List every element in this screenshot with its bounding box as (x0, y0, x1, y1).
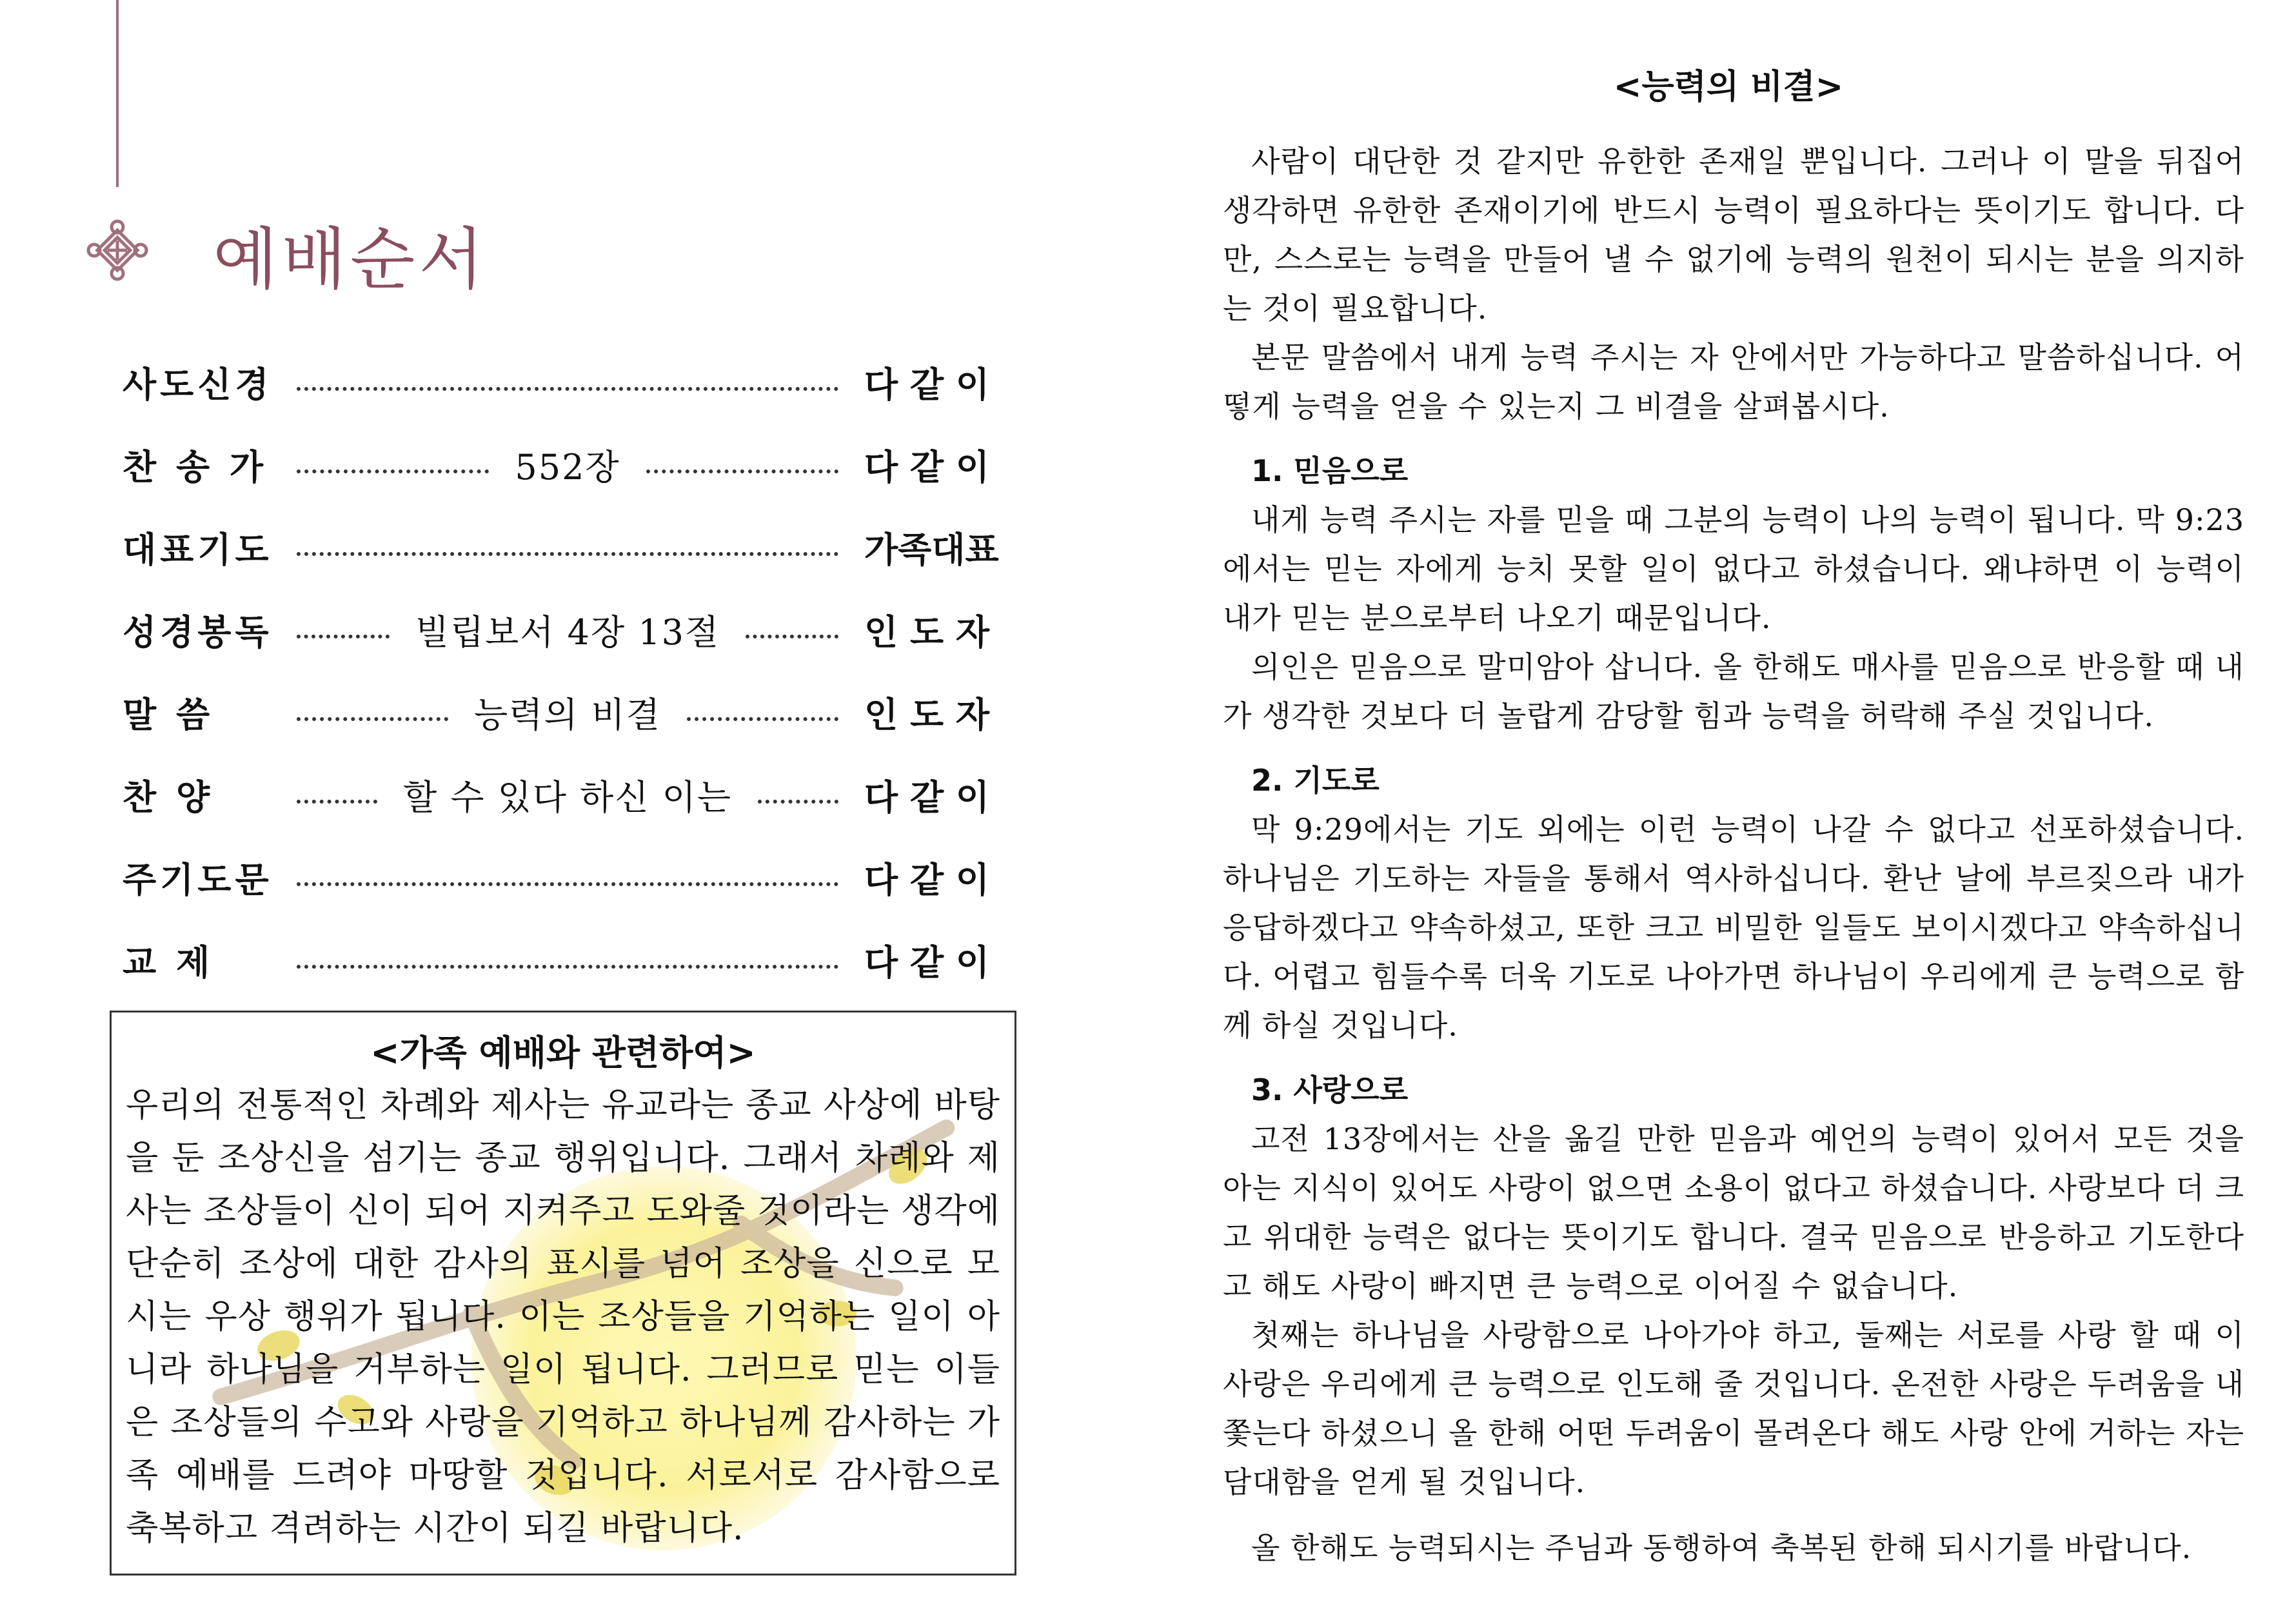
section-heading: 1. 믿음으로 (1251, 453, 1409, 488)
order-row (123, 671, 1013, 753)
order-detail: 552장 (515, 446, 620, 488)
family-worship-note-box (110, 1011, 1016, 1576)
hanging-cord (116, 0, 119, 187)
paragraph: 고전 13장에서는 산을 옮길 만한 믿음과 예언의 능력이 있어서 모든 것을 아는 지식이 있어도 사랑이 없으면 소용이 없다고 하셨습니다. 사랑보다 더 크고 위대한 능력은 없다는 뜻이기도 합니다. 결국 믿음으로 반응하고 기도한다고 해도 사랑이 빠지면 큰 능력으로 이어질 수 없습니다. (1223, 1121, 2244, 1303)
section-heading: 3. 사랑으로 (1251, 1072, 1409, 1107)
section-heading: 2. 기도로 (1251, 763, 1380, 798)
order-who: 다 같 이 (864, 942, 990, 983)
order-who: 다 같 이 (864, 776, 990, 818)
order-who: 다 같 이 (864, 364, 990, 405)
leader-dots (687, 717, 838, 721)
leader-dots (758, 800, 838, 804)
leader-dots (297, 387, 838, 391)
order-who: 인 도 자 (864, 611, 990, 653)
paragraph: 본문 말씀에서 내게 능력 주시는 자 안에서만 가능하다고 말씀하십니다. 어떻게 능력을 얻을 수 있는지 그 비결을 살펴봅시다. (1223, 340, 2244, 424)
leader-dots (297, 882, 838, 886)
paragraph: 내게 능력 주시는 자를 믿을 때 그분의 능력이 나의 능력이 됩니다. 막 9:23에서는 믿는 자에게 능치 못할 일이 없다고 하셨습니다. 왜냐하면 이 능력이 내가 믿는 분으로부터 나오기 때문입니다. (1223, 502, 2244, 635)
leader-dots (297, 965, 838, 969)
closing-paragraph: 올 한해도 능력되시는 주님과 동행하여 축복된 한해 되시기를 바랍니다. (1251, 1530, 2192, 1565)
order-row (123, 506, 1013, 588)
order-row (123, 753, 1013, 836)
order-label: 말 씀 (123, 694, 214, 735)
order-row (123, 341, 1013, 423)
page-title: 예배순서 (213, 220, 488, 299)
paragraph: 사람이 대단한 것 같지만 유한한 존재일 뿐입니다. 그러나 이 말을 뒤집어 생각하면 유한한 존재이기에 반드시 능력이 필요하다는 뜻이기도 합니다. 다만, 스스로는 능력을 만들어 낼 수 없기에 능력의 원천이 되시는 분을 의지하는 것이 필요합니다. (1223, 144, 2244, 326)
leader-dots (646, 469, 838, 473)
box-body: 우리의 전통적인 차례와 제사는 유교라는 종교 사상에 바탕을 둔 조상신을 섬기는 종교 행위입니다. 그래서 차례와 제사는 조상들이 신이 되어 지켜주고 도와줄 것이라는 생각에 단순히 조상에 대한 감사의 표시를 넘어 조상을 신으로 모시는 우상 행위가 됩니다. 이는 조상들을 기억하는 일이 아니라 하나님을 거부하는 일이 됩니다. 그러므로 믿는 이들은 조상들의 수고와 사랑을 기억하고 하나님께 감사하는 가족 예배를 드려야 마땅할 것입니다. 서로서로 감사함으로 축복하고 격려하는 시간이 되길 바랍니다. (126, 1086, 1000, 1548)
leader-dots (297, 552, 838, 556)
order-who: 인 도 자 (864, 694, 990, 735)
sermon-body (1223, 137, 2244, 1602)
order-label: 찬 송 가 (123, 446, 268, 488)
leader-dots (297, 469, 489, 473)
order-who: 가족대표 (864, 529, 999, 570)
order-row (123, 918, 1013, 1001)
paragraph: 첫째는 하나님을 사랑함으로 나아가야 하고, 둘째는 서로를 사랑 할 때 이 사랑은 우리에게 큰 능력으로 인도해 줄 것입니다. 온전한 사랑은 두려움을 내쫓는다 하셨으니 올 한해 어떤 두려움이 몰려온다 해도 사랑 안에 거하는 자는 담대함을 얻게 될 것입니다. (1223, 1318, 2244, 1499)
order-who: 다 같 이 (864, 859, 990, 900)
order-detail: 능력의 비결 (474, 694, 661, 735)
order-who: 다 같 이 (864, 446, 990, 488)
order-row (123, 423, 1013, 506)
order-label: 성경봉독 (123, 611, 273, 653)
order-label: 주기도문 (123, 859, 273, 900)
leader-dots (297, 635, 390, 638)
order-detail: 빌립보서 4장 13절 (415, 611, 720, 653)
order-label: 사도신경 (123, 364, 273, 405)
order-label: 찬 양 (123, 776, 214, 818)
box-title: <가족 예배와 관련하여> (370, 1032, 756, 1073)
order-row (123, 588, 1013, 671)
leader-dots (297, 717, 448, 721)
worship-order-list (123, 341, 1013, 1001)
knot-ornament-icon (85, 218, 150, 282)
order-label: 교 제 (123, 942, 214, 983)
order-detail: 할 수 있다 하신 이는 (403, 776, 732, 818)
order-row (123, 836, 1013, 918)
leader-dots (297, 800, 377, 804)
paragraph: 의인은 믿음으로 말미암아 삽니다. 올 한해도 매사를 믿음으로 반응할 때 내가 생각한 것보다 더 놀랍게 감당할 힘과 능력을 허락해 주실 것입니다. (1223, 649, 2244, 733)
sermon-title: <능력의 비결> (1613, 68, 1844, 106)
paragraph: 막 9:29에서는 기도 외에는 이런 능력이 나갈 수 없다고 선포하셨습니다. 하나님은 기도하는 자들을 통해서 역사하십니다. 환난 날에 부르짖으라 내가 응답하겠다고 약속하셨고, 또한 크고 비밀한 일들도 보이시겠다고 약속하십니다. 어렵고 힘들수록 더욱 기도로 나아가면 하나님이 우리에게 큰 능력으로 함께 하실 것입니다. (1223, 812, 2244, 1043)
leader-dots (746, 635, 838, 638)
order-label: 대표기도 (123, 529, 273, 570)
